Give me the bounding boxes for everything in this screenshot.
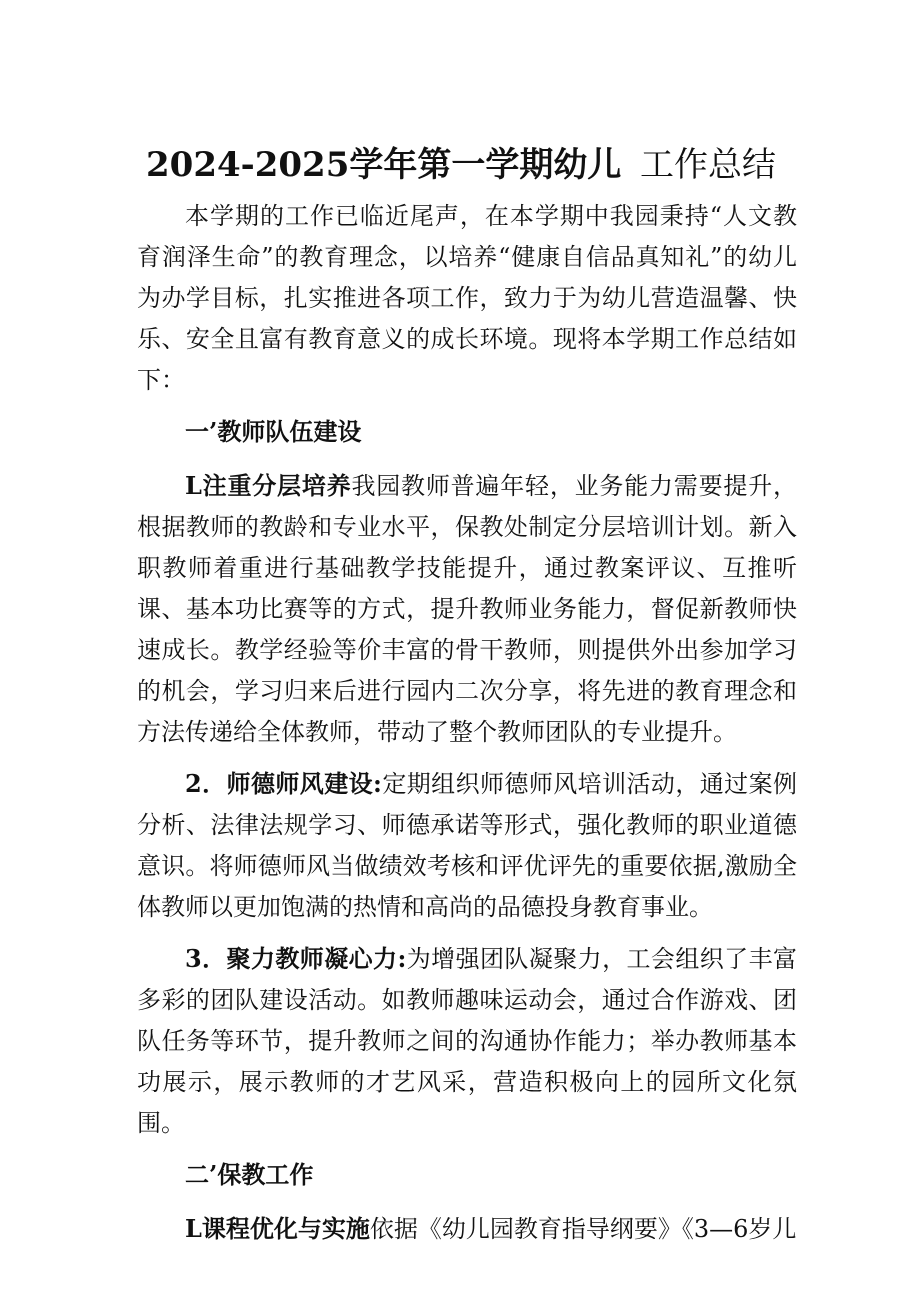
item-lead: L课程优化与实施	[185, 1214, 370, 1243]
section2-item-1	[137, 1208, 797, 1250]
document-title-part1: 2024-2025学年第一学期幼儿	[146, 145, 622, 185]
section1-item-1	[137, 465, 797, 753]
section-heading-education-work: 二’保教工作	[185, 1160, 314, 1189]
item-text: 依据《幼儿园教育指导纲要》《3—6岁儿	[369, 1215, 797, 1243]
document-title-part2: 工作总结	[640, 145, 776, 185]
document-body	[137, 196, 797, 1260]
section-heading-teacher-team: 一’教师队伍建设	[185, 417, 362, 446]
item-text: 我园教师普遍年轻，业务能力需要提升，根据教师的教龄和专业水平，保教处制定分层培训计划。新入职教师着重进行基础教学技能提升，通过教案评议、互推听课、基本功比赛等的方式，提升教师业务能力，督促新教师快速成长。教学经验等价丰富的骨干教师，则提供外出参加学习的机会，学习归来后进行园内二次分享，将先进的教育理念和方法传递给全体教师，带动了整个教师团队的专业提升。	[137, 472, 797, 746]
document-title	[146, 142, 826, 188]
section1-item-3	[137, 938, 797, 1144]
item-text: 定期组织师德师风培训活动，通过案例分析、法律法规学习、师德承诺等形式，强化教师的职业道德意识。将师德师风当做绩效考核和评优评先的重要依据,激励全体教师以更加饱满的热情和高尚的品德投身教育事业。	[137, 770, 798, 921]
item-lead: 3．聚力教师凝心力:	[185, 944, 407, 973]
intro-paragraph: 本学期的工作已临近尾声，在本学期中我园秉持“人文教育润泽生命”的教育理念，以培养“健康自信品真知礼”的幼儿为办学目标，扎实推进各项工作，致力于为幼儿营造温馨、快乐、安全且富有教育意义的成长环境。现将本学期工作总结如下：	[137, 202, 797, 394]
section1-item-2	[137, 763, 797, 928]
item-lead: 2．师德师风建设:	[185, 769, 382, 798]
item-lead: L注重分层培养	[185, 471, 352, 500]
item-text: 为增强团队凝聚力，工会组织了丰富多彩的团队建设活动。如教师趣味运动会，通过合作游戏、团队任务等环节，提升教师之间的沟通协作能力；举办教师基本功展示，展示教师的才艺风采，营造积极向上的园所文化氛围。	[137, 945, 798, 1137]
